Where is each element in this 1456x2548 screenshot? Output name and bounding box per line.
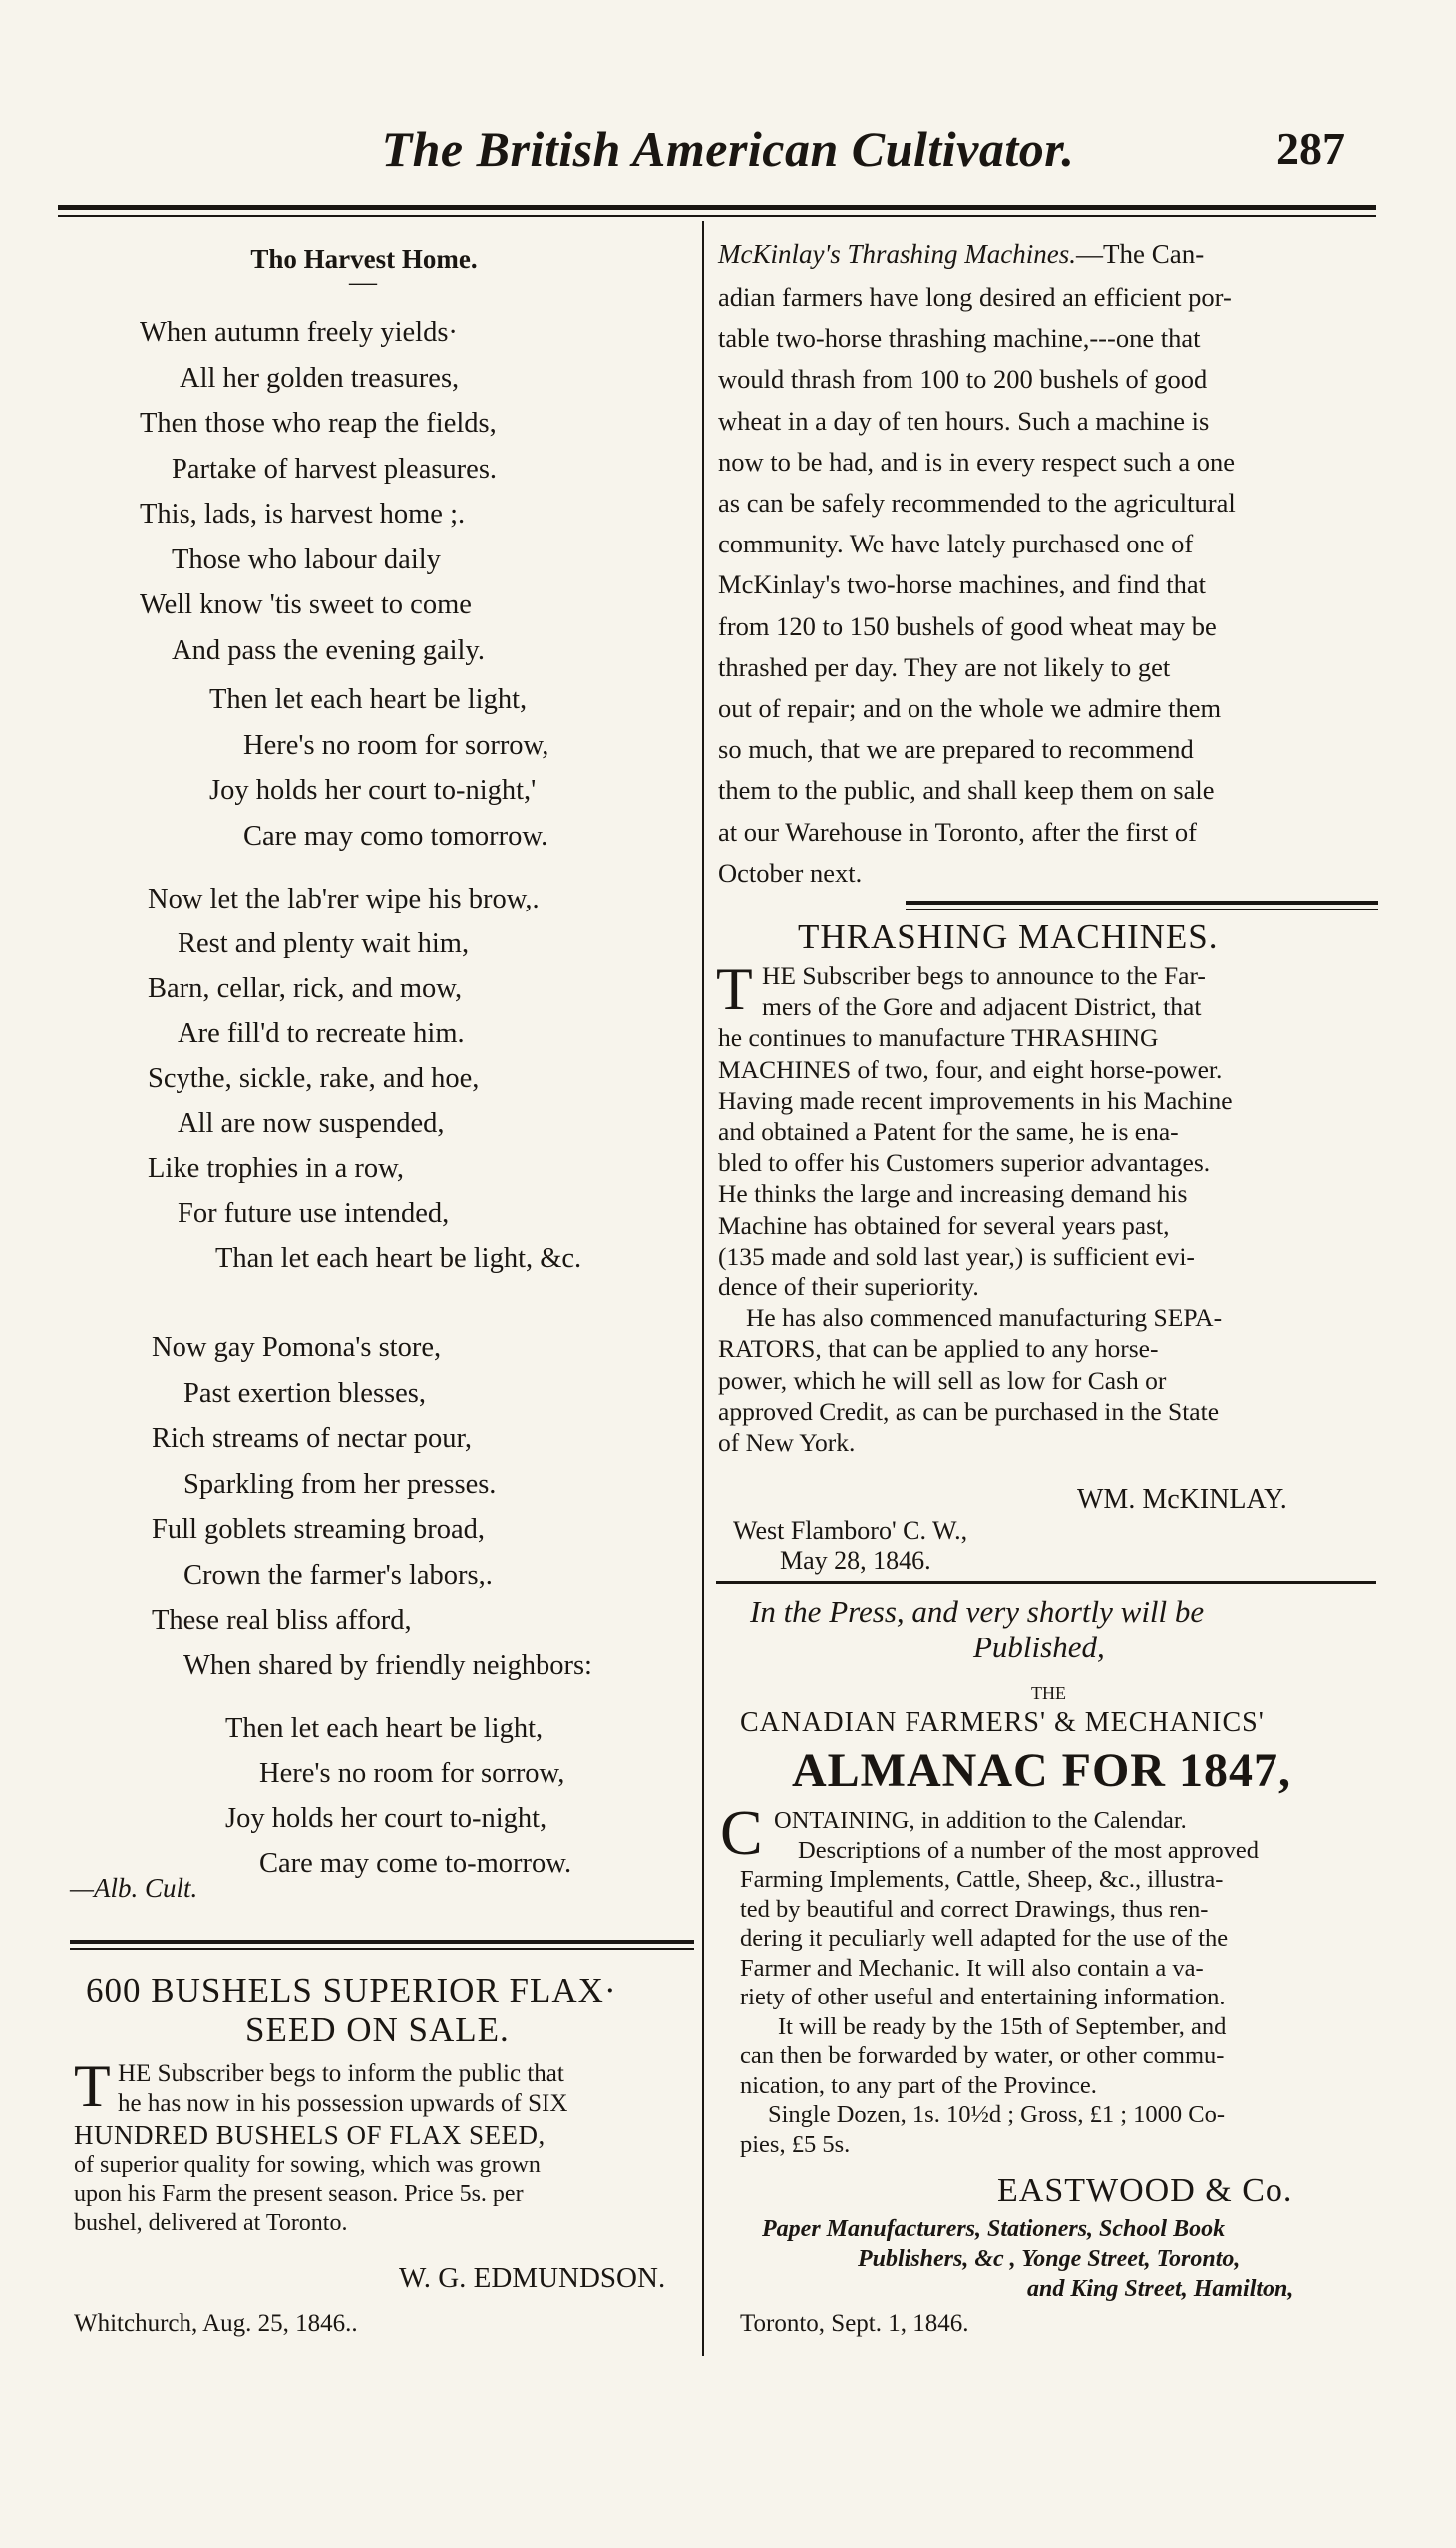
almanac-line: dering it peculiarly well adapted for the use of the [740,1925,1229,1952]
poem-line: Barn, cellar, rick, and mow, [148,973,463,1004]
thrashing-ad-line: he continues to manufacture THRASHING [718,1023,1159,1052]
note-line: now to be had, and is in every respect such a one [718,447,1236,477]
thrashing-ad-line: mers of the Gore and adjacent District, that [762,992,1202,1021]
almanac-line: riety of other useful and entertaining information. [740,1984,1226,2010]
thrashing-ad-line: of New York. [718,1428,856,1457]
almanac-line: Farmer and Mechanic. It will also contain a va- [740,1955,1204,1982]
poem-line: Those who labour daily [172,545,441,575]
note-first-line [718,239,1204,270]
thrashing-ad-line: RATORS, that can be applied to any horse- [718,1334,1159,1363]
poem-line: Joy holds her court to-night,' [209,775,537,806]
almanac-line: nication, to any part of the Province. [740,2072,1097,2099]
poem-line: For future use intended, [178,1198,450,1229]
almanac-press-line1: In the Press, and very shortly will be [750,1594,1205,1629]
almanac-line: pies, £5 5s. [740,2131,851,2158]
almanac-publisher: EASTWOOD & Co. [997,2172,1293,2209]
column-divider [702,221,704,2356]
note-line: adian farmers have long desired an efficient por- [718,282,1232,312]
note-line: table two-horse thrashing machine,---one that [718,323,1201,353]
almanac-press-line2: Published, [973,1630,1105,1664]
thrashing-ad-line: approved Credit, as can be purchased in the State [718,1397,1220,1426]
poem-line: Scythe, sickle, rake, and hoe, [148,1063,480,1094]
thrashing-ad-line: MACHINES of two, four, and eight horse-power. [718,1055,1223,1084]
poem-line: Partake of harvest pleasures. [172,454,498,485]
thrashing-ad-line: bled to offer his Customers superior advantages. [718,1148,1211,1177]
note-line: wheat in a day of ten hours. Such a machine is [718,406,1210,436]
thrashing-ad-line: HE Subscriber begs to announce to the Far- [762,961,1206,990]
thrashing-ad-title: THRASHING MACHINES. [798,917,1219,956]
almanac-title-line2: ALMANAC FOR 1847, [792,1744,1291,1797]
flax-ad-title-line1: 600 BUSHELS SUPERIOR FLAX· [86,1971,617,2009]
thrashing-ad-rule-thick [906,901,1378,905]
poem-line: Care may come to-morrow. [259,1848,572,1879]
thrashing-ad-date: May 28, 1846. [780,1546,931,1575]
poem-line: These real bliss afford, [152,1605,412,1636]
poem-line: Than let each heart be light, &c. [215,1243,582,1274]
almanac-line: ONTAINING, in addition to the Calendar. [774,1807,1187,1834]
almanac-publisher-line: and King Street, Hamilton, [1027,2276,1294,2302]
flax-ad-line: upon his Farm the present season. Price 5s. per [74,2181,524,2207]
poem-divider: — [349,267,377,298]
note-line: thrashed per day. They are not likely to get [718,652,1171,682]
thrashing-ad-line: power, which he will sell as low for Cash or [718,1366,1167,1395]
almanac-line: ted by beautiful and correct Drawings, thus ren- [740,1896,1209,1923]
thrashing-ad-rule-thin [906,909,1378,910]
almanac-line: can then be forwarded by water, or other commu- [740,2042,1225,2069]
flax-ad-line: HUNDRED BUSHELS OF FLAX SEED, [74,2120,546,2150]
poem-line: Care may como tomorrow. [243,821,548,852]
almanac-line: Farming Implements, Cattle, Sheep, &c., illustra- [740,1866,1224,1893]
page-number: 287 [1276,123,1345,174]
poem-line: Well know 'tis sweet to come [140,589,472,620]
poem-line: When autumn freely yields· [140,317,458,348]
poem-line: Then those who reap the fields, [140,408,497,439]
poem-line: Rest and plenty wait him, [178,928,470,959]
poem-line: Crown the farmer's labors,. [183,1560,493,1591]
running-title: The British American Cultivator. [381,121,1075,177]
almanac-dropcap: C [720,1797,763,1868]
almanac-publisher-line: Paper Manufacturers, Stationers, School Book [762,2216,1226,2242]
poem-line: This, lads, is harvest home ;. [140,499,466,530]
flax-ad-rule-thin [70,1948,694,1950]
poem-title: Tho Harvest Home. [250,244,478,274]
poem-line: Now gay Pomona's store, [152,1332,442,1363]
flax-ad-dropcap: T [74,2053,111,2119]
thrashing-ad-signature: WM. McKINLAY. [1077,1484,1287,1515]
header-rule-thick [58,205,1376,210]
thrashing-ad-line: dence of their superiority. [718,1273,979,1301]
flax-ad-title-line2: SEED ON SALE. [245,2010,510,2049]
thrashing-ad-line: He thinks the large and increasing demand his [718,1179,1188,1208]
thrashing-ad-line: He has also commenced manufacturing SEPA- [746,1303,1223,1332]
poem-line: Now let the lab'rer wipe his brow,. [148,884,540,914]
flax-ad-line: of superior quality for sowing, which was grown [74,2152,541,2178]
almanac-the: THE [1031,1683,1066,1703]
almanac-line: Single Dozen, 1s. 10½d ; Gross, £1 ; 1000 Co- [768,2101,1225,2128]
note-first-rest: —The Can- [1076,239,1205,269]
poem-line: Like trophies in a row, [148,1153,404,1184]
note-line: at our Warehouse in Toronto, after the first of [718,817,1197,847]
note-line: so much, that we are prepared to recommend [718,734,1194,764]
poem-line: Joy holds her court to-night, [225,1803,547,1834]
note-line: out of repair; and on the whole we admire them [718,693,1222,723]
thrashing-ad-line: Having made recent improvements in his Machine [718,1086,1233,1115]
almanac-publisher-line: Publishers, &c , Yonge Street, Toronto, [858,2246,1241,2272]
flax-ad-line: he has now in his possession upwards of SIX [118,2090,568,2117]
almanac-line: It will be ready by the 15th of September, and [778,2013,1227,2040]
poem-line: Then let each heart be light, [225,1713,544,1744]
almanac-dateline: Toronto, Sept. 1, 1846. [740,2310,969,2337]
poem-line: Full goblets streaming broad, [152,1514,486,1545]
note-line: October next. [718,858,863,888]
poem-line: Then let each heart be light, [209,684,528,715]
poem-line: Here's no room for sorrow, [259,1758,565,1789]
note-line: as can be safely recommended to the agricultural [718,488,1236,518]
flax-ad-rule-thick [70,1940,694,1944]
poem-source: —Alb. Cult. [70,1873,198,1903]
note-lead: McKinlay's Thrashing Machines. [718,239,1077,269]
poem-line: When shared by friendly neighbors: [183,1650,592,1681]
note-line: from 120 to 150 bushels of good wheat may be [718,611,1217,641]
flax-ad-line: bushel, delivered at Toronto. [74,2210,348,2236]
poem-line: Sparkling from her presses. [183,1469,497,1500]
poem-line: And pass the evening gaily. [172,635,485,666]
thrashing-ad-dropcap: T [716,956,753,1022]
flax-ad-line: HE Subscriber begs to inform the public that [118,2060,564,2087]
thrashing-ad-line: Machine has obtained for several years past, [718,1211,1170,1240]
note-line: community. We have lately purchased one of [718,529,1194,558]
thrashing-ad-line: (135 made and sold last year,) is sufficient evi- [718,1242,1195,1271]
note-line: them to the public, and shall keep them on sale [718,775,1215,805]
thrashing-ad-line: and obtained a Patent for the same, he is ena- [718,1117,1179,1146]
poem-line: Past exertion blesses, [183,1378,427,1409]
header-rule-thin [58,215,1376,217]
almanac-rule [716,1581,1376,1584]
poem-line: Rich streams of nectar pour, [152,1423,472,1454]
poem-line: All her golden treasures, [180,363,460,394]
almanac-title-line1: CANADIAN FARMERS' & MECHANICS' [740,1707,1265,1738]
note-line: would thrash from 100 to 200 bushels of good [718,364,1208,394]
poem-line: All are now suspended, [178,1108,445,1139]
poem-line: Here's no room for sorrow, [243,730,549,761]
poem-line: Are fill'd to recreate him. [178,1018,465,1049]
almanac-line: Descriptions of a number of the most approved [798,1837,1259,1864]
flax-ad-dateline: Whitchurch, Aug. 25, 1846.. [74,2310,358,2337]
flax-ad-signature: W. G. EDMUNDSON. [399,2262,666,2294]
note-line: McKinlay's two-horse machines, and find that [718,569,1207,599]
thrashing-ad-place: West Flamboro' C. W., [733,1516,968,1545]
